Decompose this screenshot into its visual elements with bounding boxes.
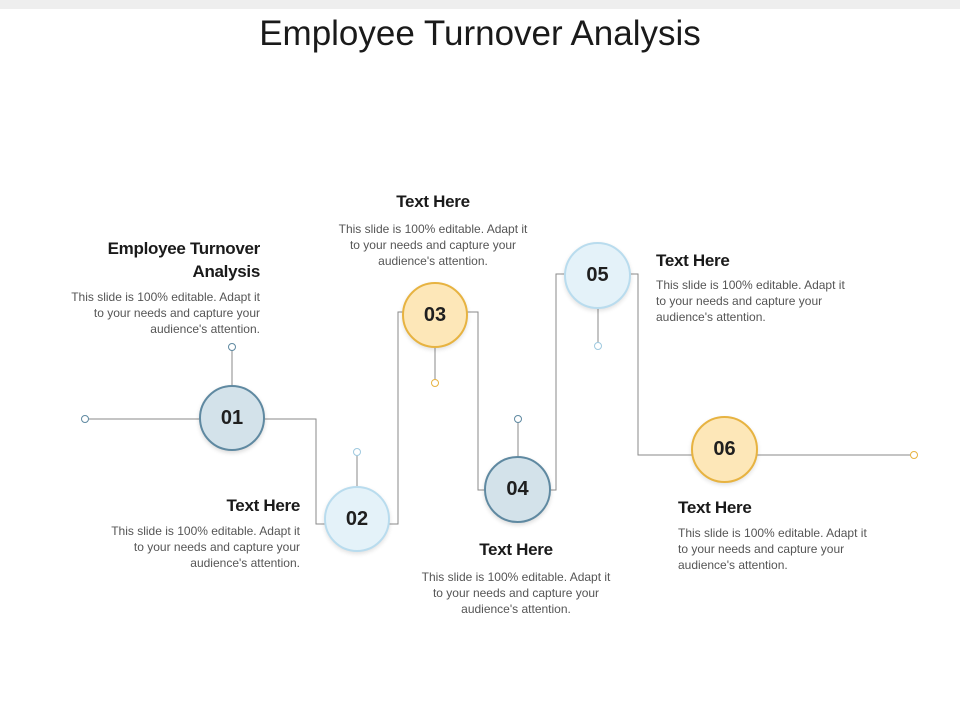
step-body-04: This slide is 100% editable. Adapt it to your needs and capture your audience's attention.	[421, 570, 611, 616]
step-text-06	[678, 498, 880, 573]
step-body-05: This slide is 100% editable. Adapt it to your needs and capture your audience's attention.	[656, 278, 845, 324]
step-heading-06: Text Here	[678, 498, 752, 517]
step-heading-03: Text Here	[396, 192, 470, 211]
step-number-03: 03	[423, 303, 447, 326]
step-number-06: 06	[713, 438, 736, 460]
step-number-01: 01	[220, 406, 244, 429]
step-node-05	[564, 242, 631, 309]
step-number-05: 05	[586, 264, 609, 286]
step-body-03: This slide is 100% editable. Adapt it to your needs and capture your audience's attention.	[338, 222, 528, 268]
step-heading-01: Employee Turnover Analysis	[107, 239, 260, 281]
stem-dot-03	[432, 380, 439, 387]
stem-dot-01	[229, 344, 236, 351]
step-text-01	[58, 237, 260, 337]
step-node-06	[691, 416, 758, 483]
step-heading-02: Text Here	[226, 496, 300, 515]
step-node-02	[324, 486, 390, 552]
stem-dot-04	[515, 416, 522, 423]
step-heading-04: Text Here	[479, 540, 553, 559]
step-text-03	[332, 192, 534, 269]
step-body-02: This slide is 100% editable. Adapt it to your needs and capture your audience's attention.	[111, 524, 300, 570]
step-node-03	[402, 282, 468, 348]
step-text-02	[98, 496, 300, 571]
step-number-02: 02	[345, 507, 369, 530]
step-node-04	[484, 456, 551, 523]
step-heading-05: Text Here	[656, 251, 730, 270]
page-title: Employee Turnover Analysis	[259, 14, 701, 53]
start-dot	[82, 416, 89, 423]
step-number-04: 04	[506, 478, 529, 500]
step-body-06: This slide is 100% editable. Adapt it to your needs and capture your audience's attention.	[678, 526, 867, 572]
end-dot	[911, 452, 918, 459]
step-text-04	[415, 540, 617, 617]
step-node-01	[199, 385, 265, 451]
stem-dot-02	[354, 449, 361, 456]
step-text-05	[656, 251, 858, 325]
stem-dot-05	[595, 343, 602, 350]
step-body-01: This slide is 100% editable. Adapt it to your needs and capture your audience's attention.	[71, 290, 260, 336]
